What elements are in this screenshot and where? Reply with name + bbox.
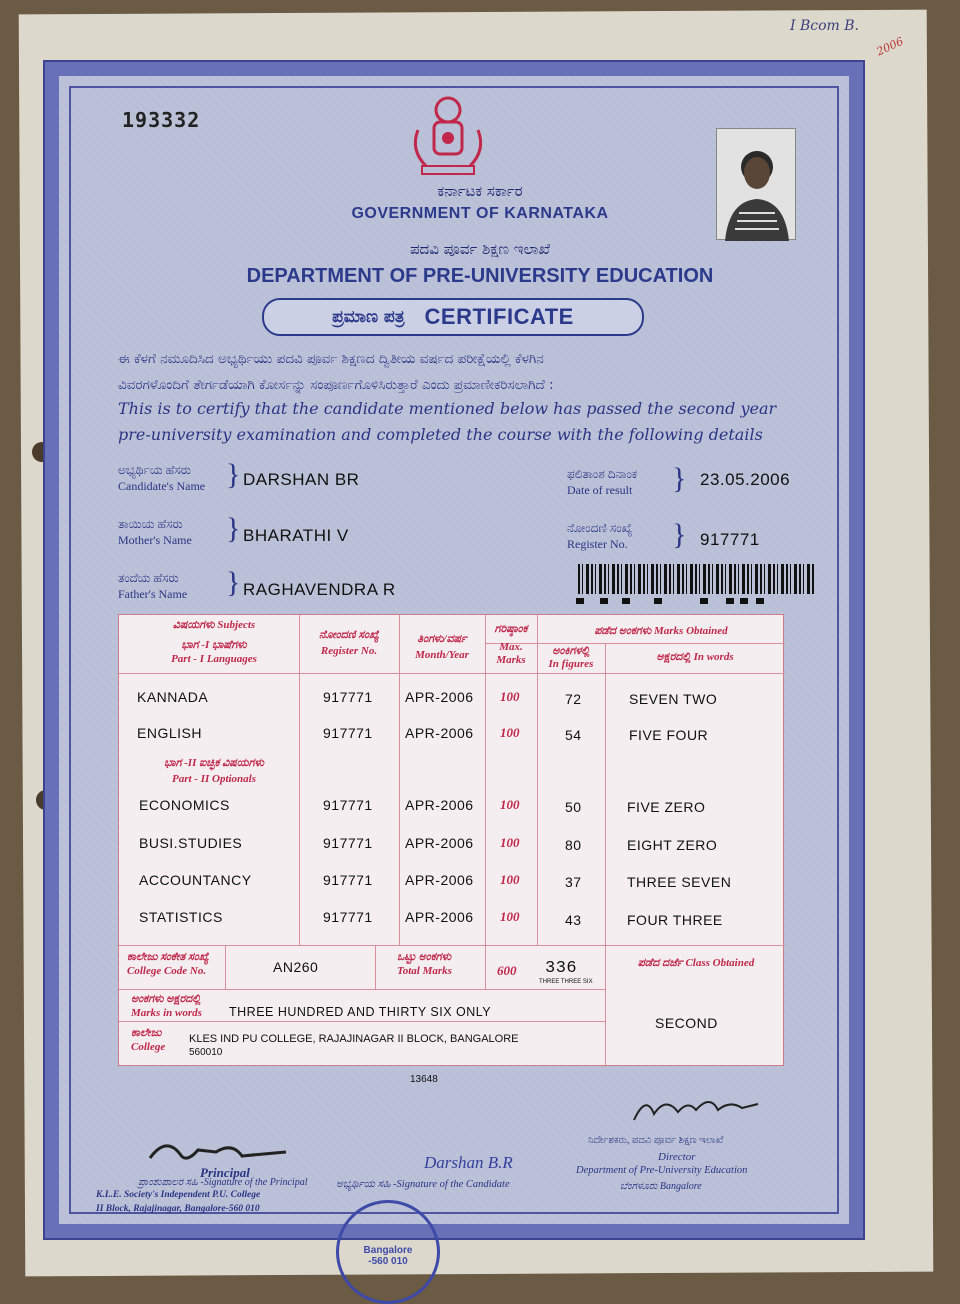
handwritten-annotation: I Bcom B. <box>790 18 860 34</box>
subject-regno: 917771 <box>323 872 373 888</box>
head-figures-kn: ಅಂಕಿಗಳಲ್ಲಿ <box>552 645 590 657</box>
register-label-kn: ನೋಂದಣಿ ಸಂಖ್ಯೆ <box>567 521 633 535</box>
intro-kannada <box>118 346 808 398</box>
words-label-kn: ಅಂಕಗಳು ಅಕ್ಷರದಲ್ಲಿ <box>131 993 201 1005</box>
subject-name: ENGLISH <box>137 725 202 741</box>
class-label: ಪಡೆದ ದರ್ಜೆ Class Obtained <box>637 957 755 969</box>
director-department: Department of Pre-University Education <box>576 1165 748 1176</box>
table-divider <box>119 673 785 674</box>
head-part2: Part - II Optionals <box>171 773 257 785</box>
subject-regno: 917771 <box>323 689 373 705</box>
subject-figures: 43 <box>565 912 582 928</box>
register-label <box>567 520 632 552</box>
brace: } <box>226 512 241 545</box>
subject-regno: 917771 <box>323 797 373 813</box>
subject-figures: 37 <box>565 874 582 890</box>
dept-kannada: ಪದವಿ ಪೂರ್ವ ಶಿಕ್ಷಣ ಇಲಾಖೆ <box>409 240 551 258</box>
date-label-en: Date of result <box>567 483 633 497</box>
intro-kannada-line: ವಿವರಗಳೊಂದಿಗೆ ತೇರ್ಗಡೆಯಾಗಿ ಕೋರ್ಸನ್ನು ಸಂಪೂರ್ಣಗೊಳಿಸಿರುತ್ತಾರೆ ಎಂದು ಪ್ರಮಾಣೀಕರಿಸಲಾಗಿದೆ : <box>118 377 554 393</box>
subject-regno: 917771 <box>323 725 373 741</box>
barcode-mark <box>740 598 748 604</box>
subject-figures: 54 <box>565 727 582 743</box>
barcode-mark <box>700 598 708 604</box>
subject-max: 100 <box>500 835 520 850</box>
father-label-en: Father's Name <box>118 587 188 601</box>
total-obtained: 336 <box>545 959 578 978</box>
subject-figures: 72 <box>565 691 582 707</box>
total-label-kn: ಒಟ್ಟು ಅಂಕಗಳು <box>397 951 452 963</box>
subject-words: FIVE FOUR <box>629 727 709 743</box>
subject-figures: 80 <box>565 837 582 853</box>
subject-max: 100 <box>500 725 520 740</box>
candidate-signature: Darshan B.R <box>424 1153 513 1172</box>
subject-figures: 50 <box>565 799 582 815</box>
college-seal-icon <box>336 1200 440 1304</box>
subject-month: APR-2006 <box>405 725 474 741</box>
table-divider <box>605 643 606 945</box>
register-number: 917771 <box>700 530 760 549</box>
subject-regno: 917771 <box>323 835 373 851</box>
head-regno: Register No. <box>320 645 378 657</box>
subject-words: THREE SEVEN <box>627 874 732 890</box>
director-label: Director <box>658 1151 696 1163</box>
date-label <box>567 466 637 498</box>
table-divider <box>119 1021 605 1022</box>
candidate-label <box>118 462 205 494</box>
subject-month: APR-2006 <box>405 689 474 705</box>
date-of-result: 23.05.2006 <box>700 470 791 489</box>
candidate-label-en: Candidate's Name <box>118 479 206 493</box>
gov-kannada: ಕರ್ನಾಟಕ ಸರ್ಕಾರ <box>437 182 523 200</box>
subject-max: 100 <box>500 872 520 887</box>
head-regno-kn: ನೋಂದಣಿ ಸಂಖ್ಯೆ <box>319 629 379 641</box>
brace: } <box>226 566 241 599</box>
father-label <box>118 570 187 602</box>
certificate-title-box <box>262 298 644 336</box>
head-subjects: ವಿಷಯಗಳು Subjects <box>172 619 256 631</box>
candidate-name: DARSHAN BR <box>243 470 360 489</box>
director-city: ಬೆಂಗಳೂರು Bangalore <box>620 1181 702 1192</box>
state-emblem-icon <box>404 90 492 180</box>
table-divider <box>299 615 300 945</box>
intro-english <box>118 396 808 448</box>
head-part1-kn: ಭಾಗ -I ಭಾಷೆಗಳು <box>181 639 247 651</box>
mother-name: BHARATHI V <box>243 526 349 545</box>
words-label: Marks in words <box>131 1007 202 1019</box>
brace: } <box>226 458 241 491</box>
college-name: KLES IND PU COLLEGE, RAJAJINAGAR II BLOCK, BANGALORE <box>189 1033 519 1045</box>
candidate-label-kn: ಅಭ್ಯರ್ಥಿಯ ಹೆಸರು <box>118 463 191 477</box>
serial-number: 193332 <box>122 108 201 132</box>
head-month: Month/Year <box>415 649 469 661</box>
barcode-mark <box>726 598 734 604</box>
cert-title: CERTIFICATE <box>424 304 574 329</box>
certificate-number: 13648 <box>410 1074 438 1085</box>
subject-name: ECONOMICS <box>139 797 230 813</box>
subject-name: KANNADA <box>137 689 209 705</box>
subject-month: APR-2006 <box>405 909 474 925</box>
subject-name: BUSI.STUDIES <box>139 835 243 851</box>
college-code-label: College Code No. <box>127 965 207 977</box>
intro-english-line: pre-university examination and completed the course with the following details <box>118 425 763 444</box>
college-code-label-kn: ಕಾಲೇಜು ಸಂಕೇತ ಸಂಖ್ಯೆ <box>127 951 209 963</box>
head-part1: Part - I Languages <box>171 653 257 665</box>
barcode-mark <box>600 598 608 604</box>
gov-title: GOVERNMENT OF KARNATAKA <box>351 205 609 222</box>
table-divider <box>605 945 606 1067</box>
head-marks: ಪಡೆದ ಅಂಕಗಳು Marks Obtained <box>594 625 728 637</box>
handwritten-annotation-red: 2006 <box>874 34 906 59</box>
college-label: College <box>131 1041 166 1053</box>
mother-label-kn: ತಾಯಿಯ ಹೆಸರು <box>118 517 183 531</box>
dept-title: DEPARTMENT OF PRE-UNIVERSITY EDUCATION <box>246 265 714 287</box>
barcode-mark <box>622 598 630 604</box>
candidate-signature-label: ಅಭ್ಯರ್ಥಿಯ ಸಹಿ -Signature of the Candidate <box>336 1179 510 1190</box>
subject-words: FIVE ZERO <box>627 799 706 815</box>
principal-stamp: Principal <box>200 1165 250 1180</box>
table-divider <box>485 945 486 989</box>
register-label-en: Register No. <box>567 537 628 551</box>
subject-month: APR-2006 <box>405 835 474 851</box>
mother-label-en: Mother's Name <box>118 533 192 547</box>
subject-max: 100 <box>500 909 520 924</box>
subject-words: FOUR THREE <box>627 912 723 928</box>
head-figures: In figures <box>548 658 594 670</box>
college-code: AN260 <box>273 959 319 975</box>
subject-regno: 917771 <box>323 909 373 925</box>
subject-month: APR-2006 <box>405 872 474 888</box>
subject-words: EIGHT ZERO <box>627 837 718 853</box>
class-obtained: SECOND <box>655 1015 718 1031</box>
barcode-mark <box>576 598 584 604</box>
marks-table <box>118 614 784 1066</box>
head-month-kn: ತಿಂಗಳು/ವರ್ಷ <box>417 633 467 645</box>
brace: } <box>672 462 687 495</box>
date-label-kn: ಫಲಿತಾಂಶ ದಿನಾಂಕ <box>567 467 638 481</box>
barcode <box>578 564 814 594</box>
college-label-kn: ಕಾಲೇಜು <box>131 1027 162 1039</box>
principal-signature-label: ಪ್ರಾಂಶುಪಾಲರ ಸಹಿ -Signature of the Principal <box>138 1177 308 1188</box>
total-max: 600 <box>497 963 517 978</box>
barcode-mark <box>654 598 662 604</box>
head-words: ಅಕ್ಷರದಲ್ಲಿ In words <box>656 651 734 663</box>
college-pincode: 560010 <box>189 1047 223 1058</box>
principal-stamp-line: K.L.E. Society's Independent P.U. College <box>96 1190 261 1200</box>
subject-name: STATISTICS <box>139 909 223 925</box>
head-max: Max. Marks <box>496 641 526 666</box>
table-divider <box>119 989 605 990</box>
seal-text: -560 010 <box>368 1256 408 1267</box>
cert-title-kannada: ಪ್ರಮಾಣ ಪತ್ರ <box>332 307 405 327</box>
director-label-kn: ನಿರ್ದೇಶಕರು, ಪದವಿ ಪೂರ್ವ ಶಿಕ್ಷಣ ಇಲಾಖೆ <box>588 1135 724 1146</box>
subject-month: APR-2006 <box>405 797 474 813</box>
marks-in-words: THREE HUNDRED AND THIRTY SIX ONLY <box>229 1005 492 1019</box>
head-part2-kn: ಭಾಗ -II ಐಚ್ಛಿಕ ವಿಷಯಗಳು <box>164 757 264 769</box>
director-signature-icon <box>630 1090 770 1126</box>
subject-name: ACCOUNTANCY <box>139 872 252 888</box>
total-label: Total Marks <box>397 965 452 977</box>
father-label-kn: ತಂದೆಯ ಹೆಸರು <box>118 571 179 585</box>
subject-max: 100 <box>500 797 520 812</box>
brace: } <box>672 518 687 551</box>
subject-words: SEVEN TWO <box>629 691 718 707</box>
table-divider <box>399 615 400 945</box>
subject-max: 100 <box>500 689 520 704</box>
table-divider <box>119 945 785 946</box>
father-name: RAGHAVENDRA R <box>243 580 396 599</box>
barcode-mark <box>756 598 764 604</box>
principal-stamp-line: II Block, Rajajinagar, Bangalore-560 010 <box>96 1204 260 1214</box>
intro-english-line: This is to certify that the candidate mentioned below has passed the second year <box>118 399 777 418</box>
table-divider <box>375 945 376 989</box>
seal-text: Bangalore <box>363 1245 413 1256</box>
mother-label <box>118 516 192 548</box>
intro-kannada-line: ಈ ಕೆಳಗೆ ನಮೂದಿಸಿದ ಅಭ್ಯರ್ಥಿಯು ಪದವಿ ಪೂರ್ವ ಶಿಕ್ಷಣದ ದ್ವಿತೀಯ ವರ್ಷದ ಪರೀಕ್ಷೆಯಲ್ಲಿ ಕೆಳಗಿನ <box>118 351 544 367</box>
total-small-words: THREE THREE SIX <box>539 979 593 985</box>
head-max-kn: ಗರಿಷ್ಠಾಂಕ <box>494 623 528 635</box>
